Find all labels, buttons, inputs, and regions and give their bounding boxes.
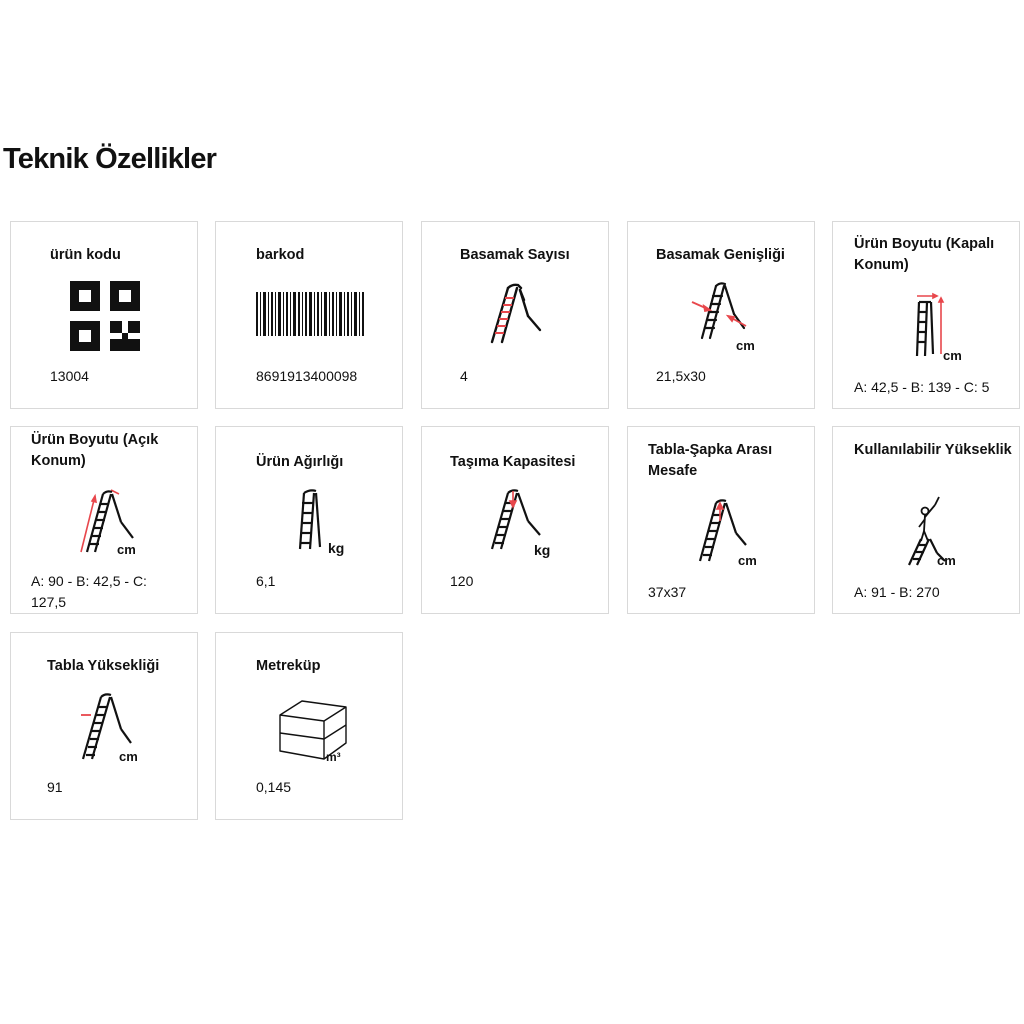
- spec-card-volume: [215, 632, 403, 820]
- spec-label: Taşıma Kapasitesi: [450, 454, 576, 470]
- spec-card-platform-height: [10, 632, 198, 820]
- spec-value: A: 90 - B: 42,5 - C: 127,5: [31, 573, 147, 610]
- spec-label: Basamak Genişliği: [656, 247, 785, 263]
- spec-value: 21,5x30: [656, 368, 706, 384]
- qr-code-icon: [70, 281, 140, 351]
- spec-label: ürün kodu: [50, 247, 121, 263]
- unit-cm-label: cm: [736, 338, 755, 352]
- spec-card-barcode: [215, 221, 403, 409]
- spec-card-usable-height: [832, 426, 1020, 614]
- unit-cm-label: cm: [937, 553, 956, 568]
- spec-label: Ürün Ağırlığı: [256, 454, 344, 470]
- spec-value: 13004: [50, 368, 89, 384]
- spec-card-capacity: [421, 426, 609, 614]
- unit-cm-label: cm: [738, 553, 757, 568]
- ladder-closed-size-icon: [907, 292, 969, 364]
- ladder-weight-icon: [292, 487, 358, 557]
- barcode-icon: [256, 292, 366, 336]
- ladder-platform-distance-icon: [694, 497, 766, 569]
- unit-cm-label: cm: [943, 348, 962, 363]
- spec-value: 0,145: [256, 779, 292, 795]
- unit-kg-label: kg: [328, 540, 345, 556]
- usable-height-icon: [899, 495, 969, 569]
- page-title: Teknik Özellikler: [3, 143, 217, 175]
- platform-height-icon: [77, 691, 151, 765]
- spec-card-step-count: [421, 221, 609, 409]
- spec-card-weight: [215, 426, 403, 614]
- spec-label: Tabla Yüksekliği: [47, 658, 160, 674]
- unit-m3-label: m³: [326, 750, 341, 764]
- spec-value: 120: [450, 573, 474, 589]
- ladder-capacity-icon: [486, 487, 562, 559]
- spec-card-closed-size: [832, 221, 1020, 409]
- cube-volume-icon: [274, 693, 354, 765]
- spec-card-step-width: [627, 221, 815, 409]
- spec-label: Kullanılabilir Yükseklik: [854, 442, 1012, 458]
- unit-kg-label: kg: [534, 542, 551, 558]
- spec-value: A: 42,5 - B: 139 - C: 5: [854, 379, 990, 395]
- spec-value: 4: [460, 368, 468, 384]
- ladder-step-width-icon: [686, 280, 762, 352]
- spec-value: 37x37: [648, 584, 687, 600]
- spec-label: Metreküp: [256, 658, 321, 674]
- spec-label: Ürün Boyutu (Kapalı Konum): [854, 236, 995, 273]
- unit-cm-label: cm: [117, 542, 136, 557]
- unit-cm-label: cm: [119, 749, 138, 764]
- spec-value: 91: [47, 779, 63, 795]
- spec-value: 8691913400098: [256, 368, 358, 384]
- ladder-open-size-icon: [73, 484, 151, 560]
- spec-label: Ürün Boyutu (Açık Konum): [31, 432, 159, 469]
- spec-card-product-code: [10, 221, 198, 409]
- spec-value: A: 91 - B: 270: [854, 584, 940, 600]
- spec-card-open-size: [10, 426, 198, 614]
- spec-value: 6,1: [256, 573, 276, 589]
- spec-label: Tabla-Şapka Arası Mesafe: [648, 442, 773, 479]
- spec-card-platform-distance: [627, 426, 815, 614]
- spec-label: Basamak Sayısı: [460, 247, 570, 263]
- spec-label: barkod: [256, 247, 305, 263]
- ladder-steps-icon: [488, 282, 548, 346]
